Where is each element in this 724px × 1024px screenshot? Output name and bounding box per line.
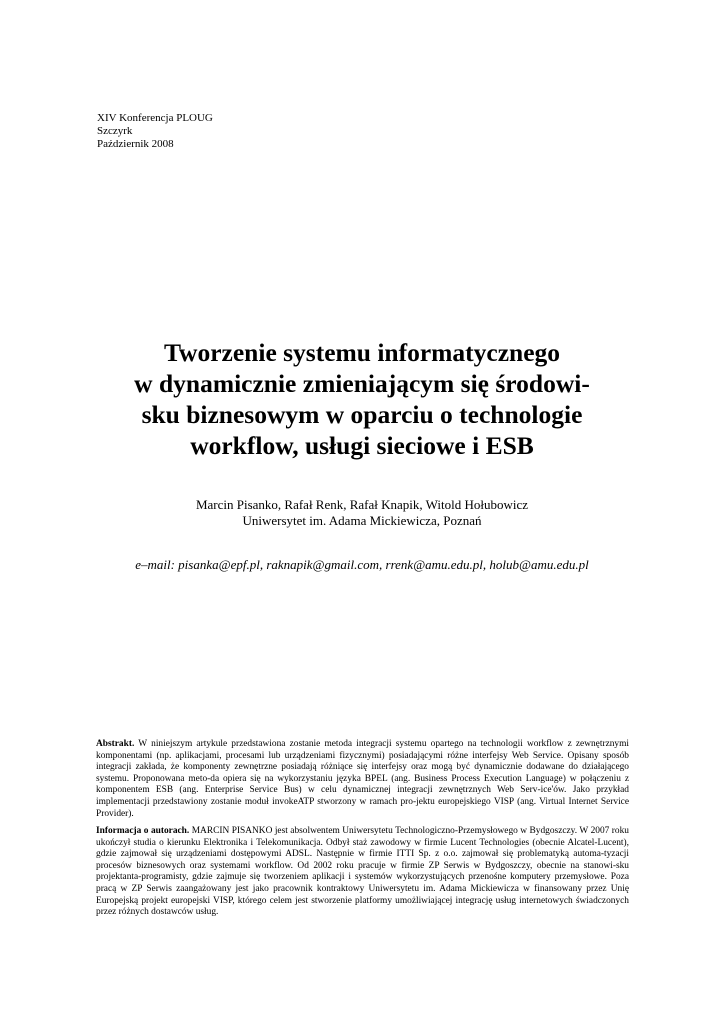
abstract-paragraph (96, 739, 629, 820)
title-line: sku biznesowym w oparciu o technologie (141, 400, 583, 429)
abstract-label: Abstrakt. (96, 739, 135, 749)
authors-block (0, 497, 724, 529)
conference-name: XIV Konferencja PLOUG (97, 112, 213, 124)
author-info-paragraph (96, 826, 629, 919)
author-info-text: MARCIN PISANKO jest absolwentem Uniwersytetu Technologiczno-Przemysłowego w Bydgoszczy. W 2007 roku ukończył studia o kierunku Elektronika i Telekomunikacja. Odbył staż zawodowy w firmie Lucent Technologies (obecnie Alcatel-Lucent), gdzie zajmował się urządzeniami dostępowymi ADSL. Następnie w firmie ITTI Sp. z o.o. zajmował się problematyką automa-tyzacji procesów biznesowych oraz systemami workflow. Od 2002 roku pracuje w firmie ZP Serwis w Bydgoszczy, obecnie na stanowi-sku projektanta-programisty, gdzie zajmuje się tworzeniem aplikacji i systemów wykorzystujących przenośne komputery przemysłowe. Poza pracą w ZP Serwis zaangażowany jest jako pracownik kontraktowy Uniwersytetu im. Adama Mickiewicza w finansowany przez Unię Europejską projekt europejski VISP, którego celem jest stworzenie platformy umożliwiającej integrację usług internetowych świadczonych przez różnych dostawców usług. (96, 826, 629, 918)
conference-date: Październik 2008 (97, 138, 174, 150)
conference-location: Szczyrk (97, 125, 133, 137)
author-info-label: Informacja o autorach. (96, 826, 190, 836)
paper-title (90, 337, 634, 461)
title-line: workflow, usługi sieciowe i ESB (190, 431, 534, 460)
author-names: Marcin Pisanko, Rafał Renk, Rafał Knapik, Witold Hołubowicz (195, 497, 529, 512)
conference-header (97, 112, 213, 151)
author-emails: e–mail: pisanka@epf.pl, raknapik@gmail.com, rrenk@amu.edu.pl, holub@amu.edu.pl (135, 557, 589, 572)
abstract-text: W niniejszym artykule przedstawiona zostanie metoda integracji systemu opartego na technologii workflow z zewnętrznymi komponentami (np. aplikacjami, procesami lub urządzeniami fizycznymi) posiadającymi różne interfejsy Web Service. Opisany sposób integracji zakłada, że komponenty zewnętrzne posiadają różniące się interfejsy oraz mogą być dynamicznie dodawane do działającego systemu. Proponowana meto-da opiera się na wykorzystaniu języka BPEL (ang. Business Process Execution Language) w połączeniu z komponentem ESB (ang. Enterprise Service Bus) w celu dynamicznej integracji zewnętrznych Web Serv-ice'ów. Jako przykład implementacji przedstawiony zostanie moduł invokeATP stworzony w ramach pro-jektu europejskiego VISP (ang. Virtual Internet Service Provider). (96, 739, 629, 819)
title-line: w dynamicznie zmieniającym się środowi- (134, 369, 590, 398)
title-line: Tworzenie systemu informatycznego (163, 338, 561, 367)
author-affiliation: Uniwersytet im. Adama Mickiewicza, Poznań (242, 513, 482, 528)
